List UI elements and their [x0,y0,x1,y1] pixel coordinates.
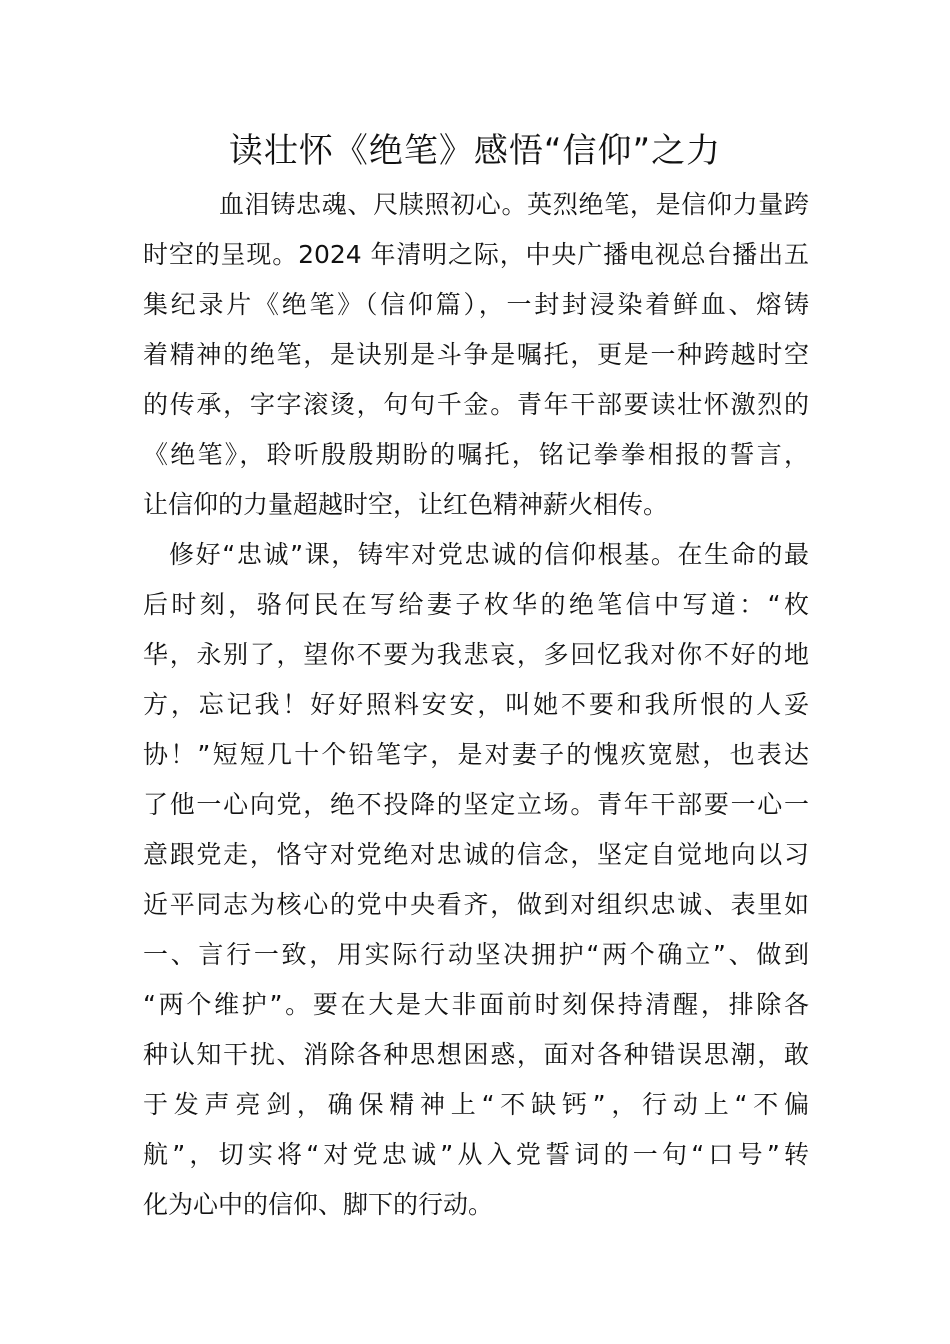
text-line: 于发声亮剑，确保精神上“不缺钙”，行动上“不偏 [143,1090,809,1119]
text-line: 意跟党走，恪守对党绝对忠诚的信念，坚定自觉地向以习 [143,840,809,869]
text-line: 化为心中的信仰、脚下的行动。 [143,1190,494,1219]
text-line: 血泪铸忠魂、尺牍照初心。英烈绝笔，是信仰力量跨 [219,190,809,219]
text-line: 着精神的绝笔，是诀别是斗争是嘱托，更是一种跨越时空 [143,340,809,369]
text-line: 《绝笔》，聆听殷殷期盼的嘱托，铭记拳拳相报的誓言， [143,440,809,469]
paragraph-intro [143,180,809,530]
text-line: 协！”短短几十个铅笔字，是对妻子的愧疚宽慰，也表达 [143,740,809,769]
text-line: 近平同志为核心的党中央看齐，做到对组织忠诚、表里如 [143,890,809,919]
text-line: 种认知干扰、消除各种思想困惑，面对各种错误思潮，敢 [143,1040,809,1069]
document-body [143,180,809,1230]
text-line: 修好“忠诚”课，铸牢对党忠诚的信仰根基。在生命的最 [169,540,809,569]
text-line: 时空的呈现。2024 年清明之际，中央广播电视总台播出五 [143,240,809,269]
document-title: 读壮怀《绝笔》感悟“信仰”之力 [228,131,722,171]
text-line: 让信仰的力量超越时空，让红色精神薪火相传。 [143,490,669,519]
text-line: 了他一心向党，绝不投降的坚定立场。青年干部要一心一 [143,790,809,819]
text-line: 方，忘记我！好好照料安安，叫她不要和我所恨的人妥 [143,690,809,719]
text-line: “两个维护”。要在大是大非面前时刻保持清醒，排除各 [143,990,809,1019]
text-line: 集纪录片《绝笔》（信仰篇），一封封浸染着鲜血、熔铸 [143,290,809,319]
text-line: 的传承，字字滚烫，句句千金。青年干部要读壮怀激烈的 [143,390,809,419]
text-line: 后时刻，骆何民在写给妻子枚华的绝笔信中写道：“枚 [143,590,809,619]
text-line: 航”，切实将“对党忠诚”从入党誓词的一句“口号”转 [143,1140,809,1169]
paragraph-loyalty [143,530,809,1230]
text-line: 一、言行一致，用实际行动坚决拥护“两个确立”、做到 [143,940,809,969]
text-line: 华，永别了，望你不要为我悲哀，多回忆我对你不好的地 [143,640,809,669]
